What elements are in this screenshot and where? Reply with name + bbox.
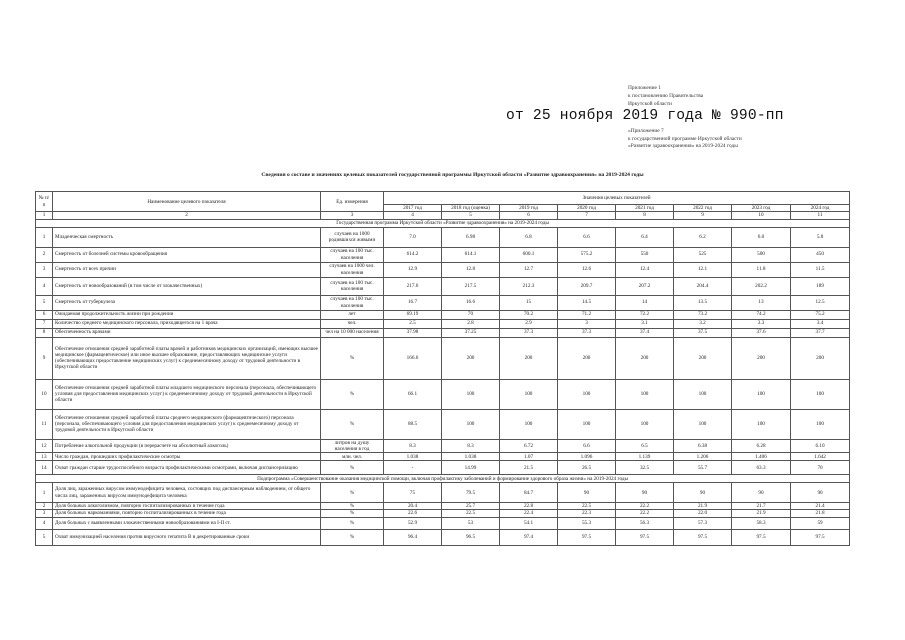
- indicator-name: Потребление алкогольной продукции (в перерасчете на абсолютный алкоголь): [53, 439, 321, 453]
- indicator-value: 217.5: [442, 277, 500, 295]
- indicator-value: 614.2: [384, 247, 442, 262]
- indicator-unit: чел на 10 000 населения: [321, 328, 384, 337]
- column-number: 2: [53, 212, 321, 219]
- appendix-region: Иркутской области: [628, 100, 672, 107]
- indicator-value: 200: [674, 337, 732, 379]
- indicator-value: 21.9: [732, 510, 791, 517]
- indicator-value: 70: [791, 461, 850, 475]
- row-number: 11: [36, 409, 53, 439]
- indicator-name: Доля больных алкоголизмом, повторно госпитализированных в течение года: [53, 503, 321, 510]
- indicator-value: 90: [674, 483, 732, 503]
- indicator-value: 70: [442, 310, 500, 319]
- indicator-value: 12.8: [442, 262, 500, 277]
- indicator-value: 37.3: [558, 328, 616, 337]
- indicator-value: 37.7: [791, 328, 850, 337]
- indicator-value: 6.10: [791, 439, 850, 453]
- indicator-value: 2.8: [442, 319, 500, 328]
- header-values-group: Значения целевых показателей: [384, 192, 850, 205]
- indicator-value: 52.9: [384, 517, 442, 529]
- indicator-name: Охват граждан старше трудоспособного возраста профилактическими осмотрами, включая диспансеризацию: [53, 461, 321, 475]
- indicator-value: 3.3: [732, 319, 791, 328]
- indicator-value: 100: [674, 379, 732, 409]
- indicator-value: 2.5: [384, 319, 442, 328]
- header-year: 2019 год: [500, 205, 558, 212]
- indicator-value: 22.5: [442, 510, 500, 517]
- indicator-value: 97.5: [791, 529, 850, 545]
- indicator-value: 209.7: [558, 277, 616, 295]
- indicator-value: 1.406: [732, 453, 791, 461]
- indicator-value: 166.6: [384, 337, 442, 379]
- indicator-value: 6.4: [616, 227, 674, 247]
- column-number: 1: [36, 212, 53, 219]
- indicator-value: 1.642: [791, 453, 850, 461]
- indicator-value: 100: [500, 379, 558, 409]
- indicator-value: 21.5: [500, 461, 558, 475]
- indicator-value: 200: [500, 337, 558, 379]
- column-number: 8: [616, 212, 674, 219]
- indicator-value: 12.9: [384, 262, 442, 277]
- indicator-value: 75.2: [791, 310, 850, 319]
- row-number: 5: [36, 295, 53, 310]
- indicator-value: 74.2: [732, 310, 791, 319]
- indicator-value: 97.5: [674, 529, 732, 545]
- indicator-name: Количество среднего медицинского персонала, приходящегося на 1 врача: [53, 319, 321, 328]
- indicator-value: 8.3: [442, 439, 500, 453]
- indicator-value: 1.07: [500, 453, 558, 461]
- indicator-value: 12.1: [674, 262, 732, 277]
- indicator-value: 12.7: [500, 262, 558, 277]
- row-number: 5: [36, 529, 53, 545]
- header-name: Наименование целевого показателя: [53, 192, 321, 212]
- indicator-name: Смертность от болезней системы кровообращения: [53, 247, 321, 262]
- document-title: Сведения о составе и значениях целевых показателей государственной программы Иркутской области «Развитие здравоохранения» на 2019-2024 годы: [261, 172, 644, 178]
- column-number: 6: [500, 212, 558, 219]
- indicator-value: 97.5: [732, 529, 791, 545]
- table-row: [36, 510, 850, 517]
- indicator-value: 525: [674, 247, 732, 262]
- indicator-unit: %: [321, 529, 384, 545]
- indicator-value: 22.6: [384, 510, 442, 517]
- indicator-value: 90: [558, 483, 616, 503]
- indicator-value: 37.5: [674, 328, 732, 337]
- indicator-value: 55.3: [558, 517, 616, 529]
- indicator-value: 90: [732, 483, 791, 503]
- indicator-value: 6.5: [616, 439, 674, 453]
- indicator-value: 6.0: [732, 227, 791, 247]
- row-number: 2: [36, 247, 53, 262]
- indicator-name: Доля лиц, зараженных вирусом иммунодефицита человека, состоящих под диспансерным наблюдением, от общего числа лиц, зараженных вирусом иммунодефицита человека: [53, 483, 321, 503]
- table-row: [36, 319, 850, 328]
- table-row: [36, 529, 850, 545]
- header-year: 2020 год: [558, 205, 616, 212]
- indicator-value: 550: [616, 247, 674, 262]
- column-number: 4: [384, 212, 442, 219]
- indicator-value: 11.8: [732, 262, 791, 277]
- indicator-unit: случаев на 1000 чел. населения: [321, 262, 384, 277]
- indicator-value: 3: [558, 319, 616, 328]
- indicator-value: 12.5: [791, 295, 850, 310]
- appendix-label: Приложение 1: [628, 85, 661, 91]
- indicator-value: 1.206: [674, 453, 732, 461]
- indicator-value: 54.1: [500, 517, 558, 529]
- indicator-value: 37.25: [442, 328, 500, 337]
- indicator-value: 37.3: [500, 328, 558, 337]
- row-number: 4: [36, 517, 53, 529]
- indicator-value: 26.5: [558, 461, 616, 475]
- indicator-name: Младенческая смертность: [53, 227, 321, 247]
- indicator-value: 97.4: [500, 529, 558, 545]
- indicator-value: 7.0: [384, 227, 442, 247]
- indicator-value: 1.139: [616, 453, 674, 461]
- indicator-value: 13.5: [674, 295, 732, 310]
- indicator-value: 56.3: [616, 517, 674, 529]
- indicator-value: 97.5: [558, 529, 616, 545]
- row-number: 2: [36, 503, 53, 510]
- row-number: 3: [36, 510, 53, 517]
- indicator-value: 14.5: [558, 295, 616, 310]
- indicator-value: 204.4: [674, 277, 732, 295]
- indicator-value: -: [384, 461, 442, 475]
- section-program-title: Государственная программа Иркутской области «Развитие здравоохранения» на 2019-2024 годы: [36, 219, 850, 227]
- indicator-value: 600.1: [500, 247, 558, 262]
- indicator-value: 84.7: [500, 483, 558, 503]
- indicator-value: 2.9: [500, 319, 558, 328]
- indicator-name: Смертность от туберкулеза: [53, 295, 321, 310]
- indicator-unit: %: [321, 409, 384, 439]
- indicator-value: 6.8: [500, 227, 558, 247]
- row-number: 12: [36, 439, 53, 453]
- indicator-name: Смертность от всех причин: [53, 262, 321, 277]
- indicator-unit: чел.: [321, 319, 384, 328]
- section-subprogram: [36, 475, 850, 483]
- indicator-value: 90: [616, 483, 674, 503]
- column-number: 3: [321, 212, 384, 219]
- indicator-value: 59: [791, 517, 850, 529]
- indicator-value: 55.7: [674, 461, 732, 475]
- indicator-value: 100: [616, 409, 674, 439]
- indicator-unit: %: [321, 461, 384, 475]
- indicator-value: 96.5: [442, 529, 500, 545]
- indicator-value: 15: [500, 295, 558, 310]
- indicator-value: 200: [442, 337, 500, 379]
- appendix-resolution: к постановлению Правительства: [628, 92, 704, 99]
- indicator-value: 200: [616, 337, 674, 379]
- indicator-value: 3.4: [791, 319, 850, 328]
- indicator-value: 75: [384, 483, 442, 503]
- indicator-value: 22.3: [558, 510, 616, 517]
- indicator-value: 500: [732, 247, 791, 262]
- row-number: 8: [36, 328, 53, 337]
- appendix-header: [628, 85, 898, 108]
- indicator-value: 96.4: [384, 529, 442, 545]
- table-row: [36, 409, 850, 439]
- indicator-name: Обеспеченность врачами: [53, 328, 321, 337]
- indicator-value: 22.2: [616, 503, 674, 510]
- indicator-value: 100: [674, 409, 732, 439]
- indicator-value: 100: [442, 409, 500, 439]
- indicator-value: 88.5: [384, 409, 442, 439]
- indicator-value: 100: [442, 379, 500, 409]
- indicator-value: 70.2: [500, 310, 558, 319]
- indicator-value: 450: [791, 247, 850, 262]
- indicator-value: 100: [558, 409, 616, 439]
- indicator-value: 20.4: [384, 503, 442, 510]
- indicator-value: 3.2: [674, 319, 732, 328]
- indicator-value: 100: [791, 379, 850, 409]
- indicator-unit: литров на душу населения в год: [321, 439, 384, 453]
- indicator-name: Ожидаемая продолжительность жизни при рождении: [53, 310, 321, 319]
- indicator-value: 3.1: [616, 319, 674, 328]
- indicator-value: 212.3: [500, 277, 558, 295]
- table-row: [36, 379, 850, 409]
- indicator-value: 79.5: [442, 483, 500, 503]
- section-program: [36, 219, 850, 227]
- indicator-value: 200: [558, 337, 616, 379]
- indicator-value: 12.4: [616, 262, 674, 277]
- indicator-value: 72.2: [616, 310, 674, 319]
- indicator-name: Число граждан, прошедших профилактические осмотры: [53, 453, 321, 461]
- indicator-value: 16.7: [384, 295, 442, 310]
- column-number: 11: [791, 212, 850, 219]
- indicator-value: 58.3: [732, 517, 791, 529]
- indicator-value: 6.2: [674, 227, 732, 247]
- row-number: 9: [36, 337, 53, 379]
- indicator-name: Обеспечение отношения средней заработной платы врачей и работников медицинских организаций, имеющих высшее медицинское (фармацевтическое) или иное высшее образование, предоставляющих медицинские услуги (обеспечивающих предоставление медицинских услуг) к среднемесячному доходу от трудовой деятельности в Иркутской области: [53, 337, 321, 379]
- table-row: [36, 262, 850, 277]
- header-num: № п/п: [36, 192, 53, 212]
- indicator-value: 100: [500, 409, 558, 439]
- indicator-value: 189: [791, 277, 850, 295]
- indicator-unit: %: [321, 483, 384, 503]
- indicator-value: 22.4: [500, 510, 558, 517]
- indicator-value: 37.4: [616, 328, 674, 337]
- indicator-value: 6.38: [674, 439, 732, 453]
- indicator-value: 100: [791, 409, 850, 439]
- indicator-value: 6.28: [732, 439, 791, 453]
- indicator-unit: млн. чел.: [321, 453, 384, 461]
- indicator-value: 8.3: [384, 439, 442, 453]
- indicator-name: Смертность от новообразований (в том числе от злокачественных): [53, 277, 321, 295]
- indicator-value: 90: [791, 483, 850, 503]
- indicator-name: Обеспечение отношения средней заработной платы среднего медицинского (фармацевтического) персонала (персонала, обеспечивающего условия для предоставления медицинских услуг) к среднемесячному доходу от трудовой деятельности в Иркутской области: [53, 409, 321, 439]
- indicator-name: Обеспечение отношения средней заработной платы младшего медицинского персонала (персонала, обеспечивающего условия для предоставления медицинских услуг) к среднемесячному доходу от трудовой деятельности в Иркутской области: [53, 379, 321, 409]
- indicator-value: 11.5: [791, 262, 850, 277]
- table-row: [36, 517, 850, 529]
- indicators-table: [35, 191, 850, 546]
- table-row: [36, 461, 850, 475]
- indicator-value: 53: [442, 517, 500, 529]
- sub-appendix-label: «Приложение 7: [628, 128, 664, 134]
- indicator-value: 217.6: [384, 277, 442, 295]
- indicator-value: 21.7: [732, 503, 791, 510]
- indicator-value: 57.3: [674, 517, 732, 529]
- indicator-value: 69.19: [384, 310, 442, 319]
- indicator-value: 97.5: [616, 529, 674, 545]
- indicator-unit: %: [321, 503, 384, 510]
- row-number: 4: [36, 277, 53, 295]
- header-year: 2018 год (оценка): [442, 205, 500, 212]
- indicator-value: 73.2: [674, 310, 732, 319]
- indicator-value: 100: [732, 379, 791, 409]
- header-year: 2021 год: [616, 205, 674, 212]
- indicator-value: 32.5: [616, 461, 674, 475]
- indicator-value: 22.8: [500, 503, 558, 510]
- indicator-unit: случаев на 100 тыс. населения: [321, 247, 384, 262]
- sub-appendix-header: [628, 128, 898, 151]
- table-row: [36, 247, 850, 262]
- indicator-value: 1.038: [384, 453, 442, 461]
- indicator-value: 202.2: [732, 277, 791, 295]
- indicator-unit: %: [321, 517, 384, 529]
- row-number: 1: [36, 483, 53, 503]
- indicator-unit: %: [321, 379, 384, 409]
- indicator-value: 575.2: [558, 247, 616, 262]
- indicator-value: 6.6: [558, 439, 616, 453]
- indicator-unit: случаев на 100 тыс. населения: [321, 277, 384, 295]
- indicator-unit: %: [321, 337, 384, 379]
- table-row: [36, 295, 850, 310]
- column-number: 10: [732, 212, 791, 219]
- row-number: 6: [36, 310, 53, 319]
- row-number: 14: [36, 461, 53, 475]
- header-year: 2022 год: [674, 205, 732, 212]
- header-year: 2024 год: [791, 205, 850, 212]
- sub-appendix-program: к государственной программе Иркутской области: [628, 135, 742, 142]
- indicator-value: 5.8: [791, 227, 850, 247]
- indicator-unit: лет: [321, 310, 384, 319]
- column-number: 9: [674, 212, 732, 219]
- indicator-value: 1.038: [442, 453, 500, 461]
- indicator-value: 6.6: [558, 227, 616, 247]
- row-number: 3: [36, 262, 53, 277]
- indicator-value: 37.6: [732, 328, 791, 337]
- table-row: [36, 337, 850, 379]
- indicator-value: 71.2: [558, 310, 616, 319]
- indicator-unit: случаев на 100 тыс. населения: [321, 295, 384, 310]
- table-row: [36, 439, 850, 453]
- table-row: [36, 503, 850, 510]
- indicator-value: 100: [558, 379, 616, 409]
- table-row: [36, 328, 850, 337]
- indicator-value: 22.5: [558, 503, 616, 510]
- indicator-value: 21.9: [674, 503, 732, 510]
- table-row: [36, 453, 850, 461]
- indicator-value: 100: [616, 379, 674, 409]
- row-number: 13: [36, 453, 53, 461]
- indicator-value: 22.2: [616, 510, 674, 517]
- indicator-value: 1.096: [558, 453, 616, 461]
- indicator-value: 63.3: [732, 461, 791, 475]
- indicator-name: Доля больных наркоманиями, повторно госпитализированных в течение года: [53, 510, 321, 517]
- header-year: 2023 год: [732, 205, 791, 212]
- indicator-value: 37.98: [384, 328, 442, 337]
- row-number: 7: [36, 319, 53, 328]
- indicator-value: 6.72: [500, 439, 558, 453]
- sub-appendix-program-name: «Развитие здравоохранения» на 2019-2024 годы: [628, 143, 738, 150]
- indicator-value: 14: [616, 295, 674, 310]
- table-row: [36, 227, 850, 247]
- table-row: [36, 277, 850, 295]
- indicator-unit: случаев на 1000 родившихся живыми: [321, 227, 384, 247]
- indicator-value: 614.1: [442, 247, 500, 262]
- decree-stamp: от 25 ноября 2019 года № 990-пп: [506, 108, 784, 124]
- indicator-value: 200: [732, 337, 791, 379]
- column-number: 5: [442, 212, 500, 219]
- indicator-value: 66.1: [384, 379, 442, 409]
- indicator-value: 100: [732, 409, 791, 439]
- column-number: 7: [558, 212, 616, 219]
- indicator-value: 16.6: [442, 295, 500, 310]
- indicator-name: Охват иммунизацией населения против вирусного гепатита В в декретированные сроки: [53, 529, 321, 545]
- indicator-value: 13: [732, 295, 791, 310]
- header-year: 2017 год: [384, 205, 442, 212]
- indicator-unit: %: [321, 510, 384, 517]
- indicator-value: 207.2: [616, 277, 674, 295]
- indicator-name: Доля больных с выявленными злокачественными новообразованиями на I-II ст.: [53, 517, 321, 529]
- row-number: 1: [36, 227, 53, 247]
- indicator-value: 21.4: [791, 503, 850, 510]
- indicator-value: 200: [791, 337, 850, 379]
- indicator-value: 25.7: [442, 503, 500, 510]
- table-row: [36, 483, 850, 503]
- header-unit: Ед. измерения: [321, 192, 384, 212]
- indicator-value: 21.8: [791, 510, 850, 517]
- indicator-value: 6.98: [442, 227, 500, 247]
- indicator-value: 12.6: [558, 262, 616, 277]
- table-row: [36, 310, 850, 319]
- section-subprogram-title: Подпрограмма «Совершенствование оказания медицинской помощи, включая профилактику заболеваний и формирование здорового образа жизни» на 2019-2024 годы: [36, 475, 850, 483]
- row-number: 10: [36, 379, 53, 409]
- indicator-value: 14.99: [442, 461, 500, 475]
- indicator-value: 22.0: [674, 510, 732, 517]
